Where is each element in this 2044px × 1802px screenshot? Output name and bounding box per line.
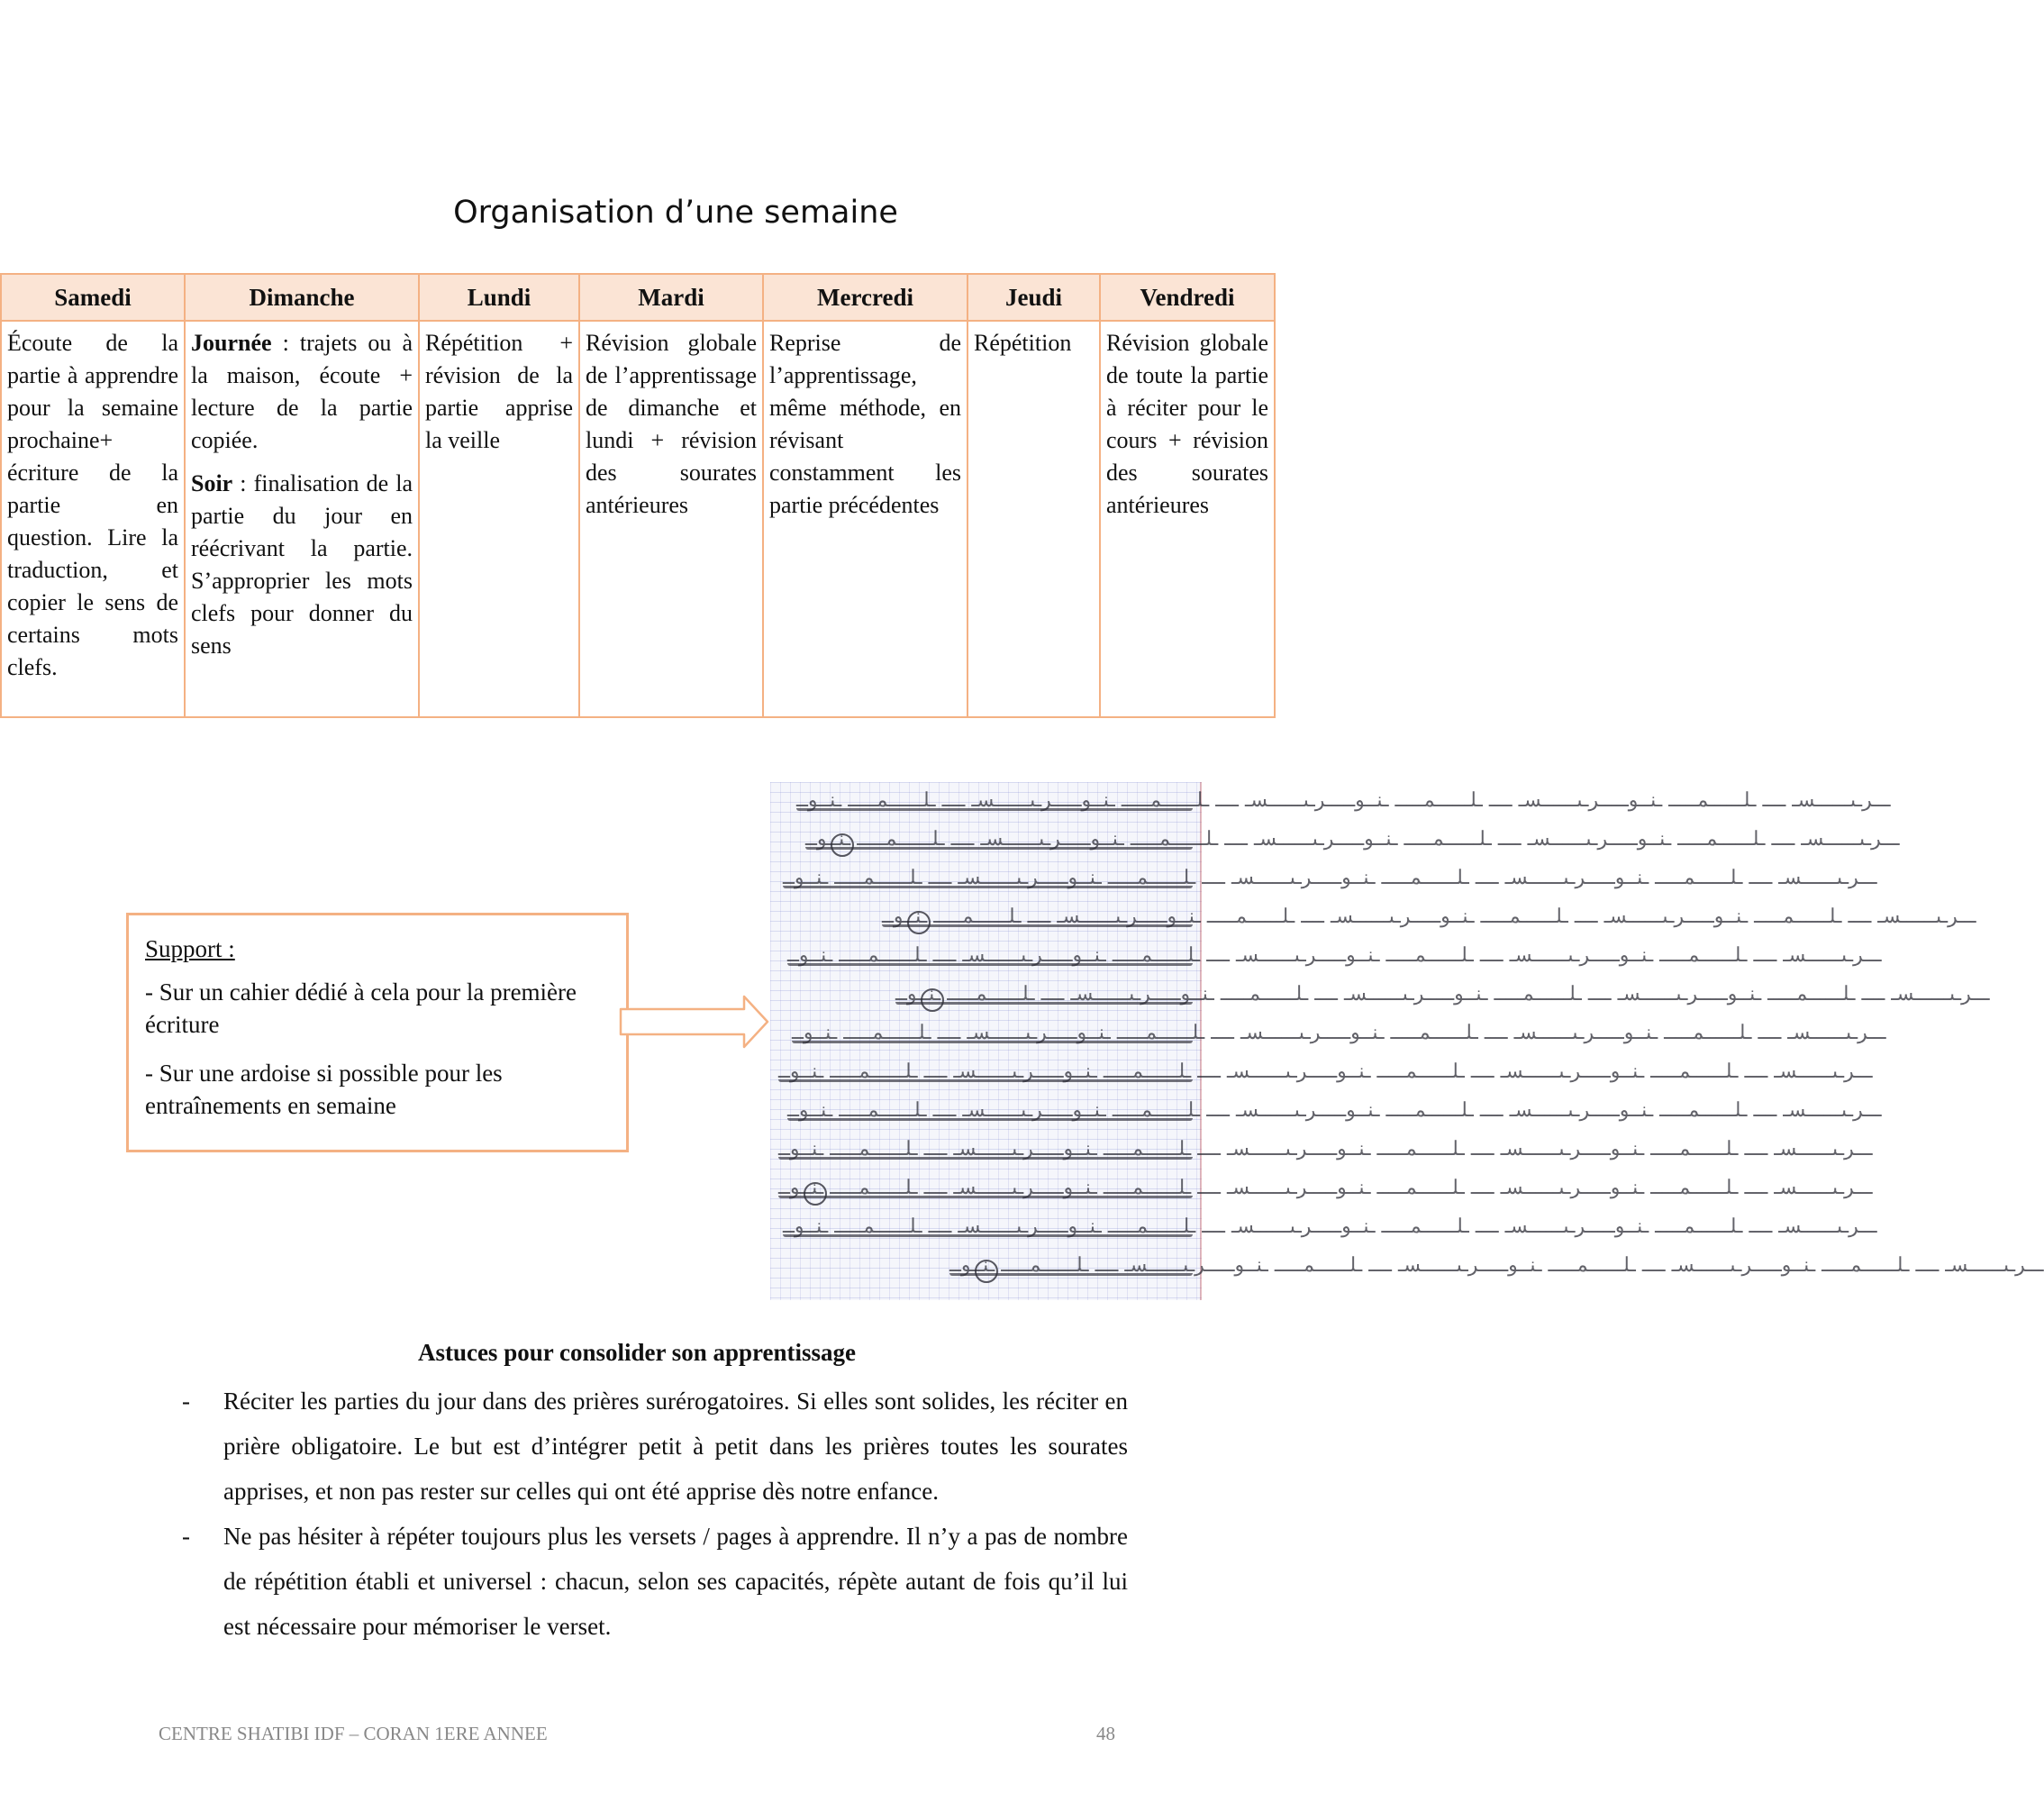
support-item: - Sur une ardoise si possible pour les entraînements en semaine [145, 1060, 503, 1119]
handwriting-stroke: ـــرـىــــــسـ ــــ ـلــــــمـــــ ـنــوـــــرـىــــــسـ ــــ ـلــــــمـــــ ـنــوـــــرـىــــــسـ ــــ ـلــــــمـــــ ـنــوـــــرـىــــــسـ ــــ ـلــــــمـــــ ـنــوــ [778, 1060, 1873, 1083]
verse-number-icon [921, 988, 944, 1012]
arrow-right-icon [620, 995, 769, 1049]
table-row [1, 321, 1275, 717]
list-item [182, 1514, 1128, 1649]
weekly-schedule-table [0, 273, 1276, 718]
support-title: Support : [145, 935, 235, 962]
cell-jeudi: Répétition [967, 321, 1100, 717]
handwriting-stroke: ـــرـىــــــسـ ــــ ـلــــــمـــــ ـنــوـــــرـىــــــسـ ــــ ـلــــــمـــــ ـنــوـــــرـىــــــسـ ــــ ـلــــــمـــــ ـنــوـــــرـىــــــسـ ــــ ـلــــــمـــــ ـنــوــ [787, 944, 1882, 967]
handwriting-stroke: ـــرـىــــــسـ ــــ ـلــــــمـــــ ـنــوـــــرـىــــــسـ ــــ ـلــــــمـــــ ـنــوـــــرـىــــــسـ ــــ ـلــــــمـــــ ـنــوـــــرـىــــــسـ ــــ ـلــــــمـــــ ـنــوــ [895, 983, 1990, 1006]
soir-label: Soir [191, 470, 233, 496]
cell-mercredi: Reprise de l’apprentissage, même méthode, en révisant constamment les partie précédentes [763, 321, 967, 717]
handwriting-stroke: ـــرـىــــــسـ ــــ ـلــــــمـــــ ـنــوـــــرـىــــــسـ ــــ ـلــــــمـــــ ـنــوـــــرـىــــــسـ ــــ ـلــــــمـــــ ـنــوـــــرـىــــــسـ ــــ ـلــــــمـــــ ـنــوــ [778, 1138, 1873, 1160]
footer-text: CENTRE SHATIBI IDF – CORAN 1ERE ANNEE [159, 1723, 548, 1744]
verse-number-icon [804, 1182, 827, 1206]
table-header-row [1, 274, 1275, 321]
tips-title: Astuces pour consolider son apprentissage [417, 1339, 857, 1366]
handwriting-stroke: ـــرـىــــــسـ ــــ ـلــــــمـــــ ـنــوـــــرـىــــــسـ ــــ ـلــــــمـــــ ـنــوـــــرـىــــــسـ ــــ ـلــــــمـــــ ـنــوـــــرـىــــــسـ ــــ ـلــــــمـــــ ـنــوــ [792, 1022, 1886, 1044]
header-lundi: Lundi [419, 274, 579, 321]
header-vendredi: Vendredi [1100, 274, 1275, 321]
journee-text: : trajets ou à la maison, écoute + lecture de la partie copiée. [191, 330, 413, 453]
handwriting-stroke: ـــرـىــــــسـ ــــ ـلــــــمـــــ ـنــوـــــرـىــــــسـ ــــ ـلــــــمـــــ ـنــوـــــرـىــــــسـ ــــ ـلــــــمـــــ ـنــوـــــرـىــــــسـ ــــ ـلــــــمـــــ ـنــوــ [783, 867, 1877, 889]
tips-list [182, 1379, 1128, 1649]
cell-lundi: Répétition + révision de la partie apprise la veille [419, 321, 579, 717]
handwriting-stroke: ـــرـىــــــسـ ــــ ـلــــــمـــــ ـنــوـــــرـىــــــسـ ــــ ـلــــــمـــــ ـنــوـــــرـىــــــسـ ــــ ـلــــــمـــــ ـنــوـــــرـىــــــسـ ــــ ـلــــــمـــــ ـنــوــ [949, 1254, 2044, 1277]
list-item [182, 1379, 1128, 1514]
header-dimanche: Dimanche [185, 274, 419, 321]
handwriting-stroke: ـــرـىــــــسـ ــــ ـلــــــمـــــ ـنــوـــــرـىــــــسـ ــــ ـلــــــمـــــ ـنــوـــــرـىــــــسـ ــــ ـلــــــمـــــ ـنــوـــــرـىــــــسـ ــــ ـلــــــمـــــ ـنــوــ [805, 828, 1900, 851]
header-jeudi: Jeudi [967, 274, 1100, 321]
dimanche-journee [191, 327, 413, 457]
bullet-dash: - [182, 1523, 190, 1550]
handwriting-stroke: ـــرـىــــــسـ ــــ ـلــــــمـــــ ـنــوـــــرـىــــــسـ ــــ ـلــــــمـــــ ـنــوـــــرـىــــــسـ ــــ ـلــــــمـــــ ـنــوـــــرـىــــــسـ ــــ ـلــــــمـــــ ـنــوــ [778, 1177, 1873, 1199]
handwriting-stroke: ـــرـىــــــسـ ــــ ـلــــــمـــــ ـنــوـــــرـىــــــسـ ــــ ـلــــــمـــــ ـنــوـــــرـىــــــسـ ــــ ـلــــــمـــــ ـنــوـــــرـىــــــسـ ــــ ـلــــــمـــــ ـنــوــ [783, 1215, 1877, 1238]
verse-number-icon [975, 1260, 998, 1283]
header-mercredi: Mercredi [763, 274, 967, 321]
cell-dimanche [185, 321, 419, 717]
tip-text: Réciter les parties du jour dans des prières surérogatoires. Si elles sont solides, les réciter en prière obligatoire. Le but est d’intégrer petit à petit dans les prières toutes les sourates apprises, et non pas rester sur celles qui ont été apprise dès notre enfance. [223, 1388, 1128, 1505]
page-number: 48 [1096, 1723, 1115, 1744]
tip-text: Ne pas hésiter à répéter toujours plus les versets / pages à apprendre. Il n’y a pas de nombre de répétition établi et universel : chacun, selon ses capacités, répète autant de fois qu’il lui est nécessaire pour mémoriser le verset. [223, 1523, 1128, 1640]
verse-number-icon [907, 911, 931, 934]
journee-label: Journée [191, 330, 272, 356]
support-item: - Sur un cahier dédié à cela pour la première écriture [145, 978, 577, 1038]
handwriting-stroke: ـــرـىــــــسـ ــــ ـلــــــمـــــ ـنــوـــــرـىــــــسـ ــــ ـلــــــمـــــ ـنــوـــــرـىــــــسـ ــــ ـلــــــمـــــ ـنــوـــــرـىــــــسـ ــــ ـلــــــمـــــ ـنــوــ [796, 789, 1891, 812]
header-mardi: Mardi [579, 274, 763, 321]
verse-number-icon [831, 833, 854, 857]
cell-samedi: Écoute de la partie à apprendre pour la semaine prochaine+ écriture de la partie en question. Lire la traduction, et copier le sens de certains mots clefs. [1, 321, 185, 717]
handwritten-arabic-image [770, 782, 2044, 1300]
cell-vendredi: Révision globale de toute la partie à réciter pour le cours + révision des sourates antérieures [1100, 321, 1275, 717]
soir-text: : finalisation de la partie du jour en réécrivant la partie. S’approprier les mots clefs pour donner du sens [191, 470, 413, 659]
handwriting-stroke: ـــرـىــــــسـ ــــ ـلــــــمـــــ ـنــوـــــرـىــــــسـ ــــ ـلــــــمـــــ ـنــوـــــرـىــــــسـ ــــ ـلــــــمـــــ ـنــوـــــرـىــــــسـ ــــ ـلــــــمـــــ ـنــوــ [787, 1099, 1882, 1122]
page-title: Organisation d’une semaine [453, 195, 898, 231]
cell-mardi: Révision globale de l’apprentissage de dimanche et lundi + révision des sourates antérieures [579, 321, 763, 717]
support-box [126, 913, 629, 1152]
handwriting-stroke: ـــرـىــــــسـ ــــ ـلــــــمـــــ ـنــوـــــرـىــــــسـ ــــ ـلــــــمـــــ ـنــوـــــرـىــــــسـ ــــ ـلــــــمـــــ ـنــوـــــرـىــــــسـ ــــ ـلــــــمـــــ ـنــوــ [882, 906, 1976, 928]
bullet-dash: - [182, 1388, 190, 1415]
dimanche-soir [191, 468, 413, 662]
header-samedi: Samedi [1, 274, 185, 321]
